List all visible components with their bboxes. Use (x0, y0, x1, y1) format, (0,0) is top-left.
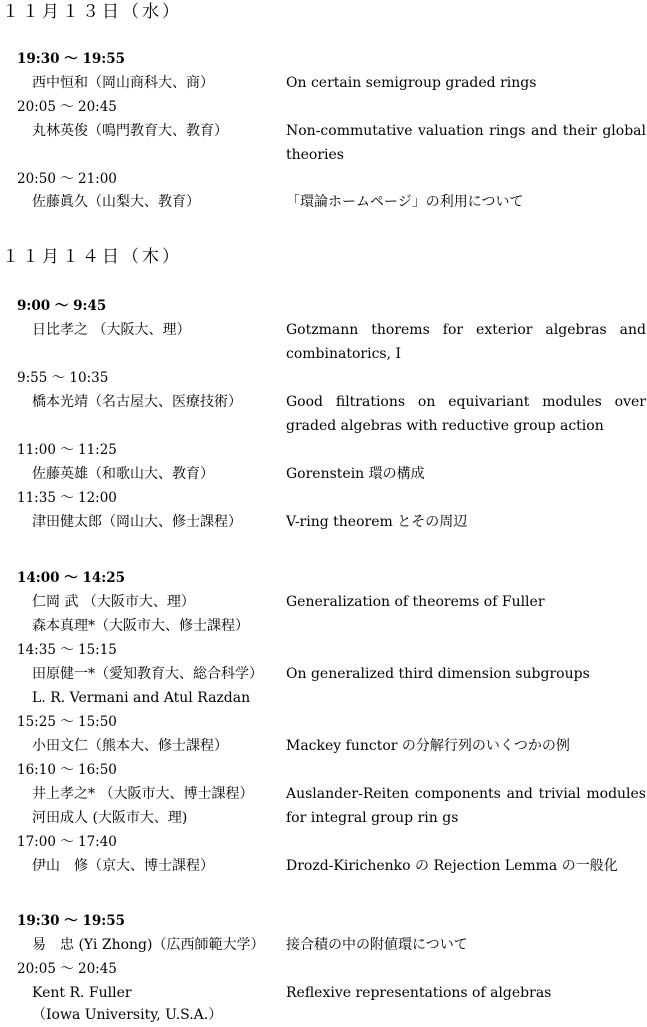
session-time: 11:00 ～ 11:25 (17, 442, 117, 458)
session-time: 15:25 ～ 15:50 (17, 714, 117, 730)
speaker: 仁岡 武 （大阪市大、理） (32, 594, 195, 610)
speaker: 津田健太郎（岡山大、修士課程） (32, 514, 242, 530)
talk-title: On generalized third dimension subgroups (286, 666, 590, 682)
session-time: 16:10 ～ 16:50 (17, 762, 117, 778)
talk-title: On certain semigroup graded rings (286, 75, 537, 91)
session-time: 9:55 ～ 10:35 (17, 370, 109, 386)
session-time: 20:05 ～ 20:45 (17, 99, 117, 115)
speaker: 井上孝之* （大阪市大、博士課程） (32, 786, 254, 802)
session-time: 19:30 ～ 19:55 (17, 913, 126, 929)
talk-title: Mackey functor の分解行列のいくつかの例 (286, 738, 570, 754)
talk-title: Generalization of theorems of Fuller (286, 594, 545, 610)
session-time: 20:05 ～ 20:45 (17, 961, 117, 977)
speaker: 易 忠 (Yi Zhong)（広西師範大学） (32, 937, 265, 953)
speaker: 河田成人 (大阪市大、理) (32, 810, 188, 826)
speaker: 森本真理*（大阪市大、修士課程） (32, 618, 249, 634)
talk-title: Good filtrations on equivariant modules over graded algebras with reductive group action (286, 394, 646, 434)
talk-title: V-ring theorem とその周辺 (286, 514, 468, 530)
talk-title: 接合積の中の附値環について (286, 937, 468, 953)
speaker: 田原健一*（愛知教育大、総合科学） (32, 666, 263, 682)
speaker: （Iowa University, U.S.A.） (32, 1007, 223, 1023)
session-time: 19:30 ～ 19:55 (17, 51, 126, 67)
speaker: 西中恒和（岡山商科大、商） (32, 75, 214, 91)
talk-title: Auslander-Reiten components and trivial modules for integral group rin gs (286, 786, 646, 826)
speaker: 佐藤眞久（山梨大、教育） (32, 194, 200, 210)
talk-title: Gorenstein 環の構成 (286, 466, 425, 482)
session-time: 14:35 ～ 15:15 (17, 642, 117, 658)
speaker: 日比孝之 （大阪大、理） (32, 322, 191, 338)
speaker: 小田文仁（熊本大、修士課程） (32, 738, 228, 754)
day-heading: １１月１３日（水） (2, 2, 182, 22)
session-time: 14:00 ～ 14:25 (17, 570, 126, 586)
session-time: 9:00 ～ 9:45 (17, 298, 107, 314)
session-time: 11:35 ～ 12:00 (17, 490, 117, 506)
speaker: 伊山 修（京大、博士課程） (32, 858, 214, 874)
speaker: 橋本光靖（名古屋大、医療技術） (32, 394, 242, 410)
speaker: 佐藤英雄（和歌山大、教育） (32, 466, 214, 482)
speaker: 丸林英俊（鳴門教育大、教育） (32, 123, 228, 139)
talk-title: Gotzmann thorems for exterior algebras and combinatorics, I (286, 322, 646, 362)
speaker: Kent R. Fuller (32, 985, 132, 1001)
day-heading: １１月１４日（木） (2, 247, 182, 267)
talk-title: Reflexive representations of algebras (286, 985, 552, 1001)
talk-title: Drozd-Kirichenko の Rejection Lemma の一般化 (286, 858, 618, 874)
session-time: 17:00 ～ 17:40 (17, 834, 117, 850)
speaker: L. R. Vermani and Atul Razdan (32, 690, 251, 706)
talk-title: Non-commutative valuation rings and their global theories (286, 123, 646, 163)
talk-title: 「環論ホームページ」の利用について (286, 194, 524, 210)
session-time: 20:50 ～ 21:00 (17, 171, 117, 187)
